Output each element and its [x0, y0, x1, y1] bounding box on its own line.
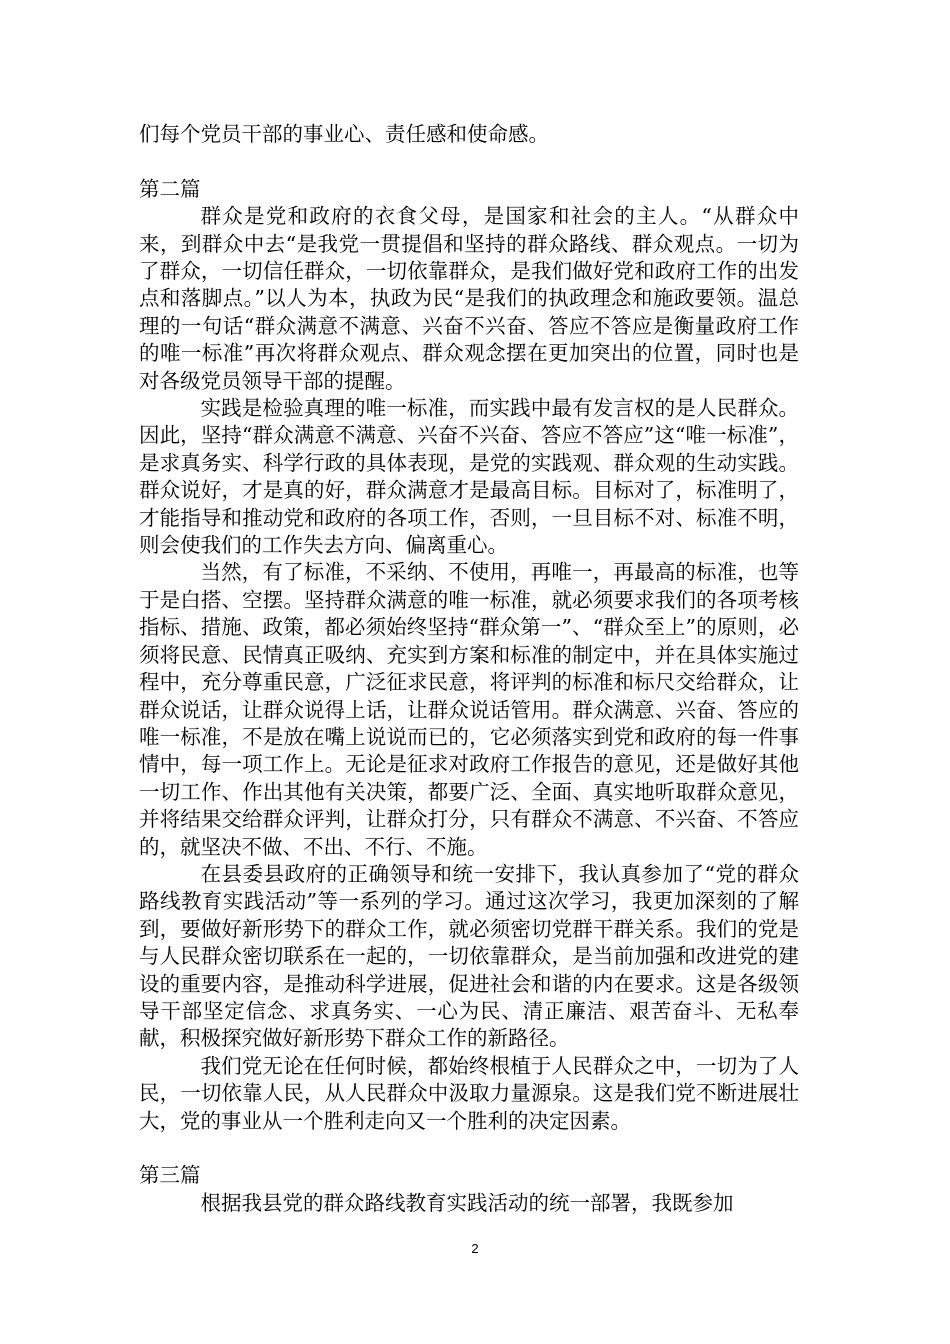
- section-heading-3: 第三篇: [139, 1163, 201, 1188]
- lead-line: 们每个党员干部的事业心、责任感和使命感。: [139, 122, 549, 146]
- section2-paragraph-4: 在县委县政府的正确领导和统一安排下，我认真参加了“党的群众路线教育实践活动”等一系列的学习。通过这次学习，我更加深刻的了解到，要做好新形势下的群众工作，就必须密切党群干群关系。我们的党是与人民群众密切联系在一起的，一切依靠群众，是当前加强和改进党的建设的重要内容，是推动科学进展，促进社会和谐的内在要求。这是各级领导干部坚定信念、求真务实、一心为民、清正廉洁、艰苦奋斗、无私奉献，积极探究做好新形势下群众工作的新路径。: [139, 861, 799, 1051]
- page-number: 2: [471, 1241, 479, 1256]
- section-heading-2: 第二篇: [139, 176, 201, 201]
- section2-paragraph-3: 当然，有了标准，不采纳、不使用，再唯一，再最高的标准，也等于是白搭、空摆。坚持群众满意的唯一标准，就必须要求我们的各项考核指标、措施、政策，都必须始终坚持“群众第一”、“群众至上”的原则，必须将民意、民情真正吸纳、充实到方案和标准的制定中，并在具体实施过程中，充分尊重民意，广泛征求民意，将评判的标准和标尺交给群众，让群众说话，让群众说得上话，让群众说话管用。群众满意、兴奋、答应的唯一标准，不是放在嘴上说说而已的，它必须落实到党和政府的每一件事情中，每一项工作上。无论是征求对政府工作报告的意见，还是做好其他一切工作、作出其他有关决策，都要广泛、全面、真实地听取群众意见，并将结果交给群众评判，让群众打分，只有群众不满意、不兴奋、不答应的，就坚决不做、不出、不行、不施。: [139, 560, 799, 859]
- section2-paragraph-1: 群众是党和政府的衣食父母，是国家和社会的主人。“从群众中来，到群众中去“是我党一贯提倡和坚持的群众路线、群众观点。一切为了群众，一切信任群众，一切依靠群众，是我们做好党和政府工作的出发点和落脚点。”以人为本，执政为民“是我们的执政理念和施政要领。温总理的一句话“群众满意不满意、兴奋不兴奋、答应不答应是衡量政府工作的唯一标准”再次将群众观点、群众观念摆在更加突出的位置，同时也是对各级党员领导干部的提醒。: [139, 204, 799, 393]
- section2-paragraph-2: 实践是检验真理的唯一标准，而实践中最有发言权的是人民群众。因此，坚持“群众满意不满意、兴奋不兴奋、答应不答应”这“唯一标准”，是求真务实、科学行政的具体表现，是党的实践观、群众观的生动实践。群众说好，才是真的好，群众满意才是最高目标。目标对了，标准明了，才能指导和推动党和政府的各项工作，否则，一旦目标不对、标准不明，则会使我们的工作失去方向、偏离重心。: [139, 396, 799, 558]
- section2-paragraph-5: 我们党无论在任何时候，都始终根植于人民群众之中，一切为了人民，一切依靠人民，从人民群众中汲取力量源泉。这是我们党不断进展壮大，党的事业从一个胜利走向又一个胜利的决定因素。: [139, 1053, 799, 1133]
- section3-paragraph-1: 根据我县党的群众路线教育实践活动的统一部署，我既参加: [200, 1190, 734, 1215]
- document-body: [139, 121, 799, 1217]
